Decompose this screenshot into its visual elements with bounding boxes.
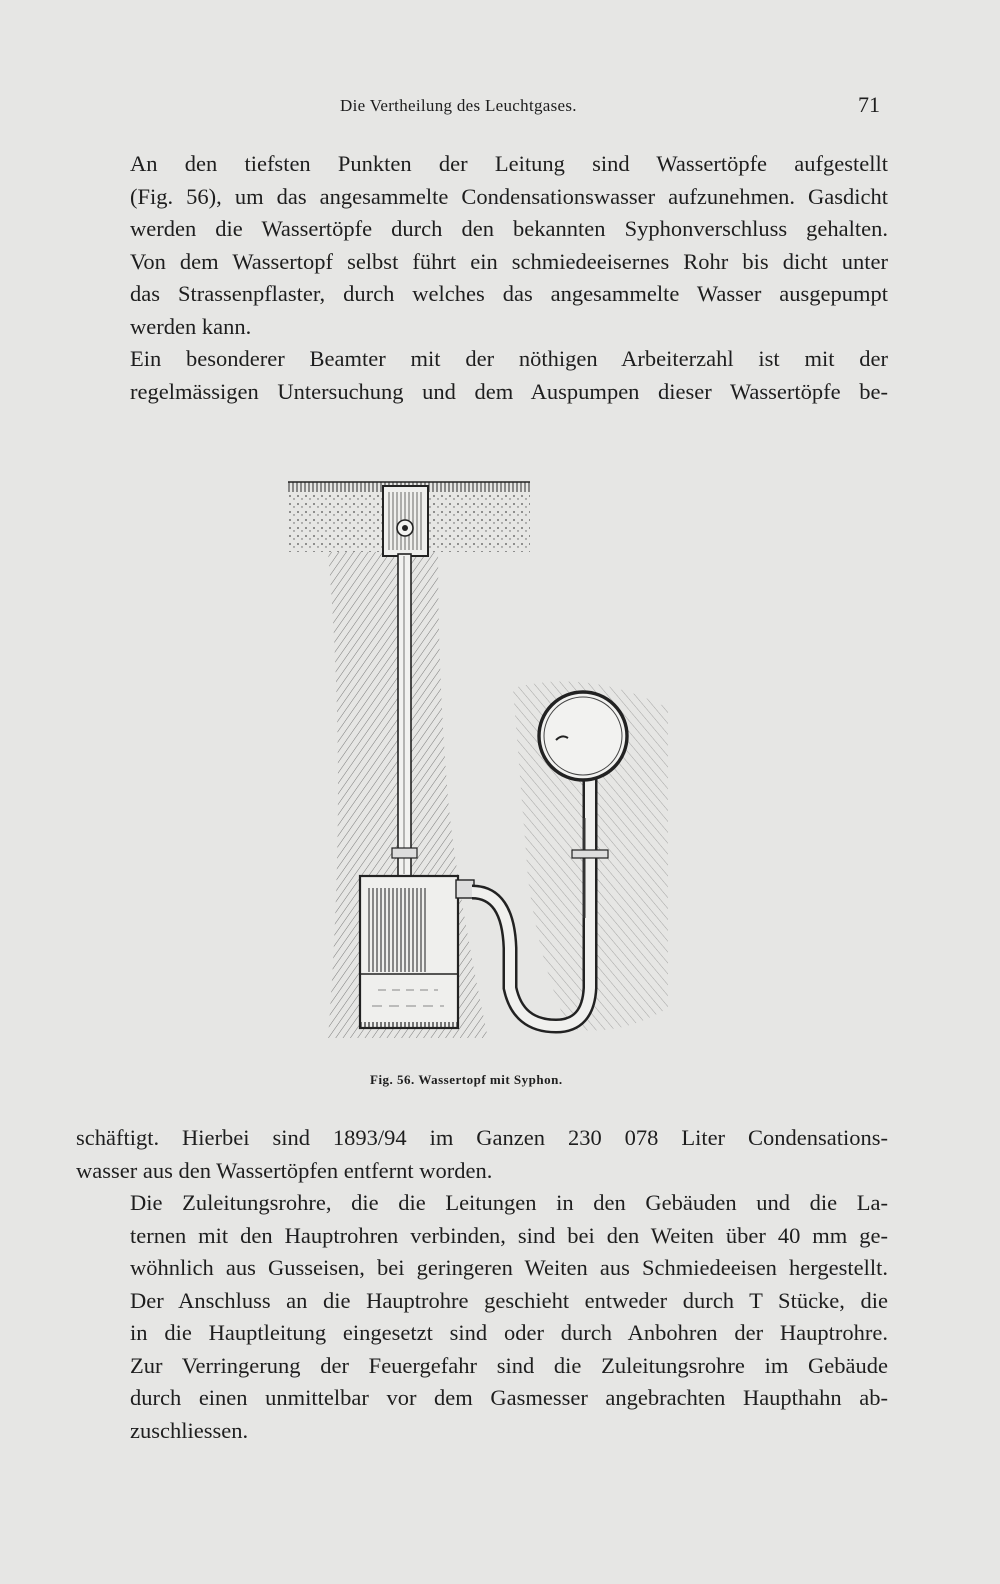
text-line: in die Hauptleitung eingesetzt sind oder durch Anbohren der Hauptrohre. (130, 1320, 888, 1345)
paragraph (76, 148, 888, 343)
text-line: Die Zuleitungsrohre, die die Leitungen in den Gebäuden und die La- (130, 1190, 888, 1215)
text-line: durch einen unmittelbar vor dem Gasmesser angebrachten Haupthahn ab- (130, 1385, 888, 1410)
text-line: ternen mit den Hauptrohren verbinden, sind bei den Weiten über 40 mm ge- (130, 1222, 888, 1248)
text-line: regelmässigen Untersuchung und dem Auspumpen dieser Wassertöpfe be- (130, 378, 888, 404)
text-line: Von dem Wassertopf selbst führt ein schmiedeeisernes Rohr bis dicht unter (130, 248, 888, 274)
paragraph (76, 343, 888, 408)
text-line: Zur Verringerung der Feuergefahr sind die Zuleitungsrohre im Gebäude (130, 1352, 888, 1378)
text-line: An den tiefsten Punkten der Leitung sind Wassertöpfe aufgestellt (130, 151, 888, 176)
running-title: Die Vertheilung des Leuchtgases. (340, 96, 577, 115)
page-number: 71 (858, 92, 880, 117)
figure-caption: Fig. 56. Wassertopf mit Syphon. (370, 1072, 563, 1087)
text-line: zuschliessen. (130, 1417, 249, 1443)
text-line: wöhnlich aus Gusseisen, bei geringeren Weiten aus Schmiedeeisen hergestellt. (130, 1255, 888, 1280)
bottom-text-block (76, 1122, 888, 1447)
text-line: werden kann. (130, 313, 252, 339)
text-line: schäftigt. Hierbei sind 1893/94 im Ganzen 230 078 Liter Condensations- (76, 1125, 888, 1150)
top-text-block (76, 148, 888, 408)
text-line: (Fig. 56), um das angesammelte Condensationswasser aufzunehmen. Gasdicht (130, 183, 888, 209)
text-line: das Strassenpflaster, durch welches das angesammelte Wasser ausgepumpt (130, 281, 888, 306)
paragraph (76, 1122, 888, 1187)
paragraph (76, 1187, 888, 1447)
text-line: werden die Wassertöpfe durch den bekannten Syphonverschluss gehalten. (130, 216, 888, 241)
figure-wassertopf-illustration (288, 478, 668, 1056)
text-line: Der Anschluss an die Hauptrohre geschieht entweder durch T Stücke, die (130, 1287, 888, 1313)
text-line: wasser aus den Wassertöpfen entfernt worden. (76, 1157, 493, 1183)
text-line: Ein besonderer Beamter mit der nöthigen Arbeiterzahl ist mit der (130, 346, 888, 371)
